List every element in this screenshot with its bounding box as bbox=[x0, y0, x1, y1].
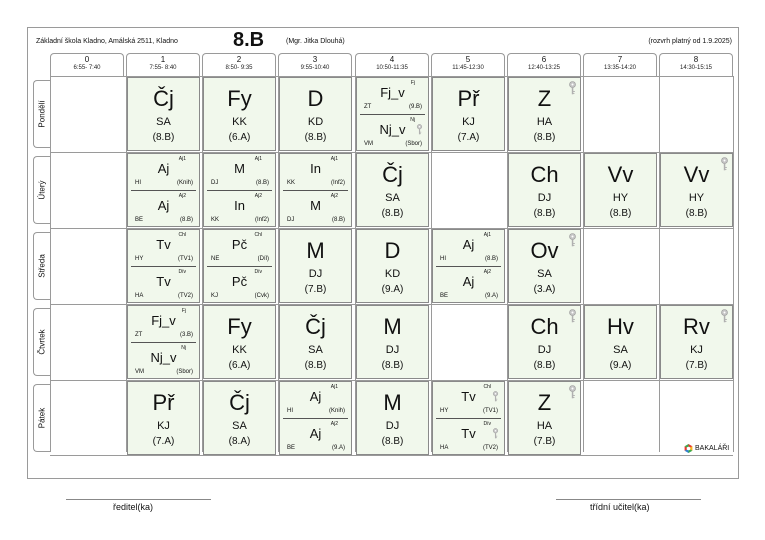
teacher: SA bbox=[385, 192, 400, 204]
lesson-group bbox=[433, 382, 504, 418]
day-header-4 bbox=[33, 384, 50, 452]
lesson-cell[interactable] bbox=[584, 153, 657, 227]
room: (8.B) bbox=[685, 208, 708, 219]
subject: Pč bbox=[231, 237, 248, 252]
lesson-cell[interactable] bbox=[356, 153, 429, 227]
key-icon bbox=[568, 81, 577, 95]
room: (8.A) bbox=[228, 436, 251, 447]
group-label: Aj1 bbox=[178, 156, 186, 162]
teacher: KJ bbox=[211, 293, 219, 299]
teacher: BE bbox=[287, 445, 296, 451]
lesson-cell[interactable] bbox=[279, 381, 352, 455]
lesson-group bbox=[128, 191, 199, 227]
day-header-2 bbox=[33, 232, 50, 300]
teacher: HA bbox=[135, 293, 144, 299]
signature-line-left bbox=[66, 499, 211, 500]
period-time: 14:30-15:15 bbox=[679, 65, 713, 71]
teacher: KK bbox=[211, 217, 220, 223]
grid-line bbox=[659, 76, 660, 452]
group-label: Aj2 bbox=[178, 193, 186, 199]
period-header-7 bbox=[583, 53, 657, 76]
lesson-cell[interactable] bbox=[660, 305, 733, 379]
day-header-0 bbox=[33, 80, 50, 148]
period-time: 10:50-11:35 bbox=[376, 65, 408, 71]
teacher: ZT bbox=[364, 104, 372, 110]
room: (9.A) bbox=[609, 360, 632, 371]
lesson-group bbox=[128, 343, 199, 379]
subject: Hv bbox=[607, 314, 634, 339]
lesson-cell[interactable] bbox=[508, 229, 581, 303]
group-label: Nj bbox=[181, 345, 186, 351]
lesson-cell[interactable] bbox=[203, 305, 276, 379]
lesson-cell[interactable] bbox=[356, 229, 429, 303]
subject: M bbox=[306, 238, 325, 263]
teacher: HA bbox=[440, 445, 449, 451]
day-label: Pátek bbox=[37, 407, 47, 429]
lesson-cell[interactable] bbox=[508, 153, 581, 227]
subject: Ch bbox=[530, 162, 559, 187]
lesson-cell[interactable] bbox=[279, 77, 352, 151]
room: (8.B) bbox=[533, 132, 556, 143]
group-label: Aj1 bbox=[330, 384, 338, 390]
room: (8.B) bbox=[304, 360, 327, 371]
lesson-group bbox=[204, 230, 275, 266]
room: (8.B) bbox=[484, 256, 498, 262]
period-number: 2 bbox=[236, 55, 242, 64]
lesson-cell[interactable] bbox=[508, 381, 581, 455]
subject: Aj bbox=[309, 389, 322, 404]
lesson-cell[interactable] bbox=[127, 381, 200, 455]
group-divider bbox=[207, 266, 272, 267]
period-time: 8:50- 9:35 bbox=[225, 65, 253, 71]
grid-line bbox=[583, 76, 584, 452]
room: (8.B) bbox=[381, 208, 404, 219]
lesson-group bbox=[280, 191, 351, 227]
subject: In bbox=[234, 198, 245, 213]
room: (9.A) bbox=[381, 284, 404, 295]
lesson-cell[interactable] bbox=[279, 153, 352, 227]
period-number: 4 bbox=[389, 55, 395, 64]
subject: Fj_v bbox=[380, 85, 405, 100]
lesson-cell[interactable] bbox=[660, 153, 733, 227]
key-icon bbox=[720, 309, 729, 323]
group-divider bbox=[283, 190, 348, 191]
key-icon bbox=[568, 309, 577, 323]
group-label: Aj2 bbox=[330, 421, 338, 427]
lesson-cell[interactable] bbox=[356, 77, 429, 151]
room: (7.B) bbox=[533, 436, 556, 447]
lesson-group bbox=[280, 382, 351, 418]
room: (8.B) bbox=[609, 208, 632, 219]
subject: Čj bbox=[382, 162, 403, 187]
teacher: HI bbox=[287, 408, 293, 414]
teacher: KJ bbox=[157, 420, 170, 432]
room: (9.B) bbox=[408, 104, 422, 110]
room: (Inf2) bbox=[254, 217, 269, 223]
subject: In bbox=[310, 161, 321, 176]
lesson-cell[interactable] bbox=[203, 381, 276, 455]
room: (Knih) bbox=[328, 408, 345, 414]
lesson-group bbox=[204, 267, 275, 303]
key-icon bbox=[568, 385, 577, 399]
day-label: Čtvrtek bbox=[37, 329, 47, 355]
room: (7.B) bbox=[685, 360, 708, 371]
room: (8.B) bbox=[533, 208, 556, 219]
period-header-3 bbox=[278, 53, 352, 76]
subject: Fj_v bbox=[151, 313, 176, 328]
teacher: HY bbox=[440, 408, 449, 414]
group-label: Aj2 bbox=[483, 269, 491, 275]
teacher: DJ bbox=[211, 180, 219, 186]
subject: Ch bbox=[530, 314, 559, 339]
group-divider bbox=[131, 190, 196, 191]
subject: Aj bbox=[157, 198, 170, 213]
room: (8.B) bbox=[381, 360, 404, 371]
room: (Díl) bbox=[257, 256, 269, 262]
subject: Aj bbox=[462, 274, 475, 289]
lesson-cell[interactable] bbox=[279, 305, 352, 379]
key-icon bbox=[416, 122, 423, 133]
group-label: Aj1 bbox=[330, 156, 338, 162]
grid-line bbox=[50, 455, 733, 456]
lesson-cell[interactable] bbox=[356, 381, 429, 455]
period-time: 9:55-10:40 bbox=[300, 65, 330, 71]
room: (8.B) bbox=[381, 436, 404, 447]
room: (TV1) bbox=[178, 256, 193, 262]
lesson-group bbox=[433, 230, 504, 266]
lesson-group bbox=[128, 230, 199, 266]
room: (TV2) bbox=[178, 293, 193, 299]
period-time: 11:45-12:30 bbox=[452, 65, 484, 71]
lesson-cell[interactable] bbox=[279, 229, 352, 303]
period-time: 7:55- 8:40 bbox=[149, 65, 177, 71]
teacher: KD bbox=[307, 116, 324, 128]
lesson-cell[interactable] bbox=[508, 305, 581, 379]
lesson-cell[interactable] bbox=[584, 305, 657, 379]
room: (Cvk) bbox=[254, 293, 269, 299]
period-number: 3 bbox=[312, 55, 318, 64]
teacher: KK bbox=[232, 344, 247, 356]
bakalari-logo-icon bbox=[684, 444, 693, 453]
lesson-cell[interactable] bbox=[432, 77, 505, 151]
subject: D bbox=[307, 86, 324, 111]
teacher: DJ bbox=[537, 344, 552, 356]
room: (6.A) bbox=[228, 360, 251, 371]
group-label: Dív bbox=[483, 421, 491, 427]
subject: Fy bbox=[227, 86, 252, 111]
teacher: HY bbox=[688, 192, 705, 204]
subject: Vv bbox=[607, 162, 634, 187]
lesson-cell[interactable] bbox=[127, 153, 200, 227]
group-divider bbox=[131, 342, 196, 343]
lesson-group bbox=[204, 191, 275, 227]
valid-from: (rozvrh platný od 1.9.2025) bbox=[648, 38, 732, 45]
signature-label-right: třídní učitel(ka) bbox=[590, 502, 650, 512]
grid-line bbox=[50, 76, 51, 452]
lesson-group bbox=[204, 154, 275, 190]
group-label: Fj bbox=[181, 308, 186, 314]
period-number: 8 bbox=[693, 55, 699, 64]
period-time: 13:35-14:20 bbox=[603, 65, 637, 71]
period-header-2 bbox=[202, 53, 276, 76]
period-time: 12:40-13:25 bbox=[527, 65, 561, 71]
day-label: Úterý bbox=[37, 180, 47, 200]
subject: Tv bbox=[156, 274, 171, 289]
group-label: Dív bbox=[178, 269, 186, 275]
teacher: SA bbox=[537, 268, 552, 280]
teacher: KJ bbox=[462, 116, 475, 128]
lesson-group bbox=[357, 78, 428, 114]
group-label: Aj2 bbox=[330, 193, 338, 199]
lesson-group bbox=[357, 115, 428, 151]
teacher: HY bbox=[612, 192, 629, 204]
group-divider bbox=[360, 114, 425, 115]
subject: Tv bbox=[461, 426, 476, 441]
period-number: 0 bbox=[84, 55, 90, 64]
group-divider bbox=[436, 266, 501, 267]
lesson-cell[interactable] bbox=[203, 77, 276, 151]
teacher: BE bbox=[440, 293, 449, 299]
room: (7.A) bbox=[457, 132, 480, 143]
class-name: 8.B bbox=[233, 29, 265, 51]
class-teacher: (Mgr. Jitka Dlouhá) bbox=[286, 38, 345, 45]
subject: M bbox=[383, 390, 402, 415]
group-label: Dív bbox=[254, 269, 262, 275]
group-divider bbox=[207, 190, 272, 191]
group-label: Chl bbox=[254, 232, 262, 238]
signature-label-left: ředitel(ka) bbox=[113, 502, 154, 512]
room: (Knih) bbox=[176, 180, 193, 186]
group-divider bbox=[131, 266, 196, 267]
lesson-group bbox=[433, 267, 504, 303]
period-header-1 bbox=[126, 53, 200, 76]
group-divider bbox=[436, 418, 501, 419]
lesson-cell[interactable] bbox=[432, 229, 505, 303]
teacher: HI bbox=[440, 256, 446, 262]
subject: Z bbox=[537, 390, 552, 415]
teacher: DJ bbox=[385, 344, 400, 356]
room: (3.A) bbox=[533, 284, 556, 295]
teacher: HI bbox=[135, 180, 141, 186]
grid-line bbox=[733, 76, 734, 452]
subject: Aj bbox=[157, 161, 170, 176]
group-label: Aj1 bbox=[483, 232, 491, 238]
subject: Př bbox=[457, 86, 480, 111]
teacher: BE bbox=[135, 217, 144, 223]
period-number: 6 bbox=[541, 55, 547, 64]
day-header-1 bbox=[33, 156, 50, 224]
period-header-0 bbox=[50, 53, 124, 76]
teacher: KK bbox=[287, 180, 296, 186]
logo-text: BAKALÁŘI bbox=[695, 445, 730, 452]
room: (9.A) bbox=[331, 445, 345, 451]
room: (6.A) bbox=[228, 132, 251, 143]
day-label: Středa bbox=[37, 254, 47, 278]
subject: Aj bbox=[309, 426, 322, 441]
period-number: 1 bbox=[160, 55, 166, 64]
lesson-cell[interactable] bbox=[127, 305, 200, 379]
group-label: Fj bbox=[410, 80, 415, 86]
subject: Aj bbox=[462, 237, 475, 252]
period-number: 5 bbox=[465, 55, 471, 64]
period-time: 6:55- 7:40 bbox=[73, 65, 101, 71]
subject: Tv bbox=[461, 389, 476, 404]
subject: Pč bbox=[231, 274, 248, 289]
room: (7.B) bbox=[304, 284, 327, 295]
key-icon bbox=[568, 233, 577, 247]
school-name: Základní škola Kladno, Amálská 2511, Kladno bbox=[36, 38, 178, 45]
day-header-3 bbox=[33, 308, 50, 376]
teacher: KK bbox=[232, 116, 247, 128]
subject: Ov bbox=[530, 238, 559, 263]
room: (Sbor) bbox=[176, 369, 193, 375]
room: (7.A) bbox=[152, 436, 175, 447]
bakalari-logo bbox=[684, 444, 729, 453]
signature-line-right bbox=[556, 499, 701, 500]
teacher: HA bbox=[536, 420, 553, 432]
room: (Sbor) bbox=[405, 141, 422, 147]
subject: Nj_v bbox=[379, 122, 406, 137]
subject: Čj bbox=[229, 390, 250, 415]
teacher: SA bbox=[613, 344, 628, 356]
period-header-6 bbox=[507, 53, 581, 76]
subject: M bbox=[310, 198, 321, 213]
teacher: HA bbox=[536, 116, 553, 128]
lesson-group bbox=[128, 306, 199, 342]
teacher: KJ bbox=[690, 344, 703, 356]
room: (9.A) bbox=[484, 293, 498, 299]
teacher: SA bbox=[308, 344, 323, 356]
subject: Rv bbox=[683, 314, 710, 339]
subject: Př bbox=[152, 390, 175, 415]
lesson-group bbox=[128, 154, 199, 190]
group-divider bbox=[283, 418, 348, 419]
lesson-cell[interactable] bbox=[203, 229, 276, 303]
teacher: VM bbox=[364, 141, 373, 147]
teacher: VM bbox=[135, 369, 144, 375]
group-label: Chl bbox=[483, 384, 491, 390]
subject: Fy bbox=[227, 314, 252, 339]
room: (8.B) bbox=[304, 132, 327, 143]
room: (TV1) bbox=[483, 408, 498, 414]
key-icon bbox=[492, 426, 499, 437]
subject: D bbox=[384, 238, 401, 263]
lesson-group bbox=[433, 419, 504, 455]
lesson-cell[interactable] bbox=[508, 77, 581, 151]
period-header-8 bbox=[659, 53, 733, 76]
room: (TV2) bbox=[483, 445, 498, 451]
subject: M bbox=[234, 161, 245, 176]
teacher: KD bbox=[384, 268, 401, 280]
teacher: HY bbox=[135, 256, 144, 262]
subject: M bbox=[383, 314, 402, 339]
room: (3.B) bbox=[179, 332, 193, 338]
lesson-group bbox=[128, 267, 199, 303]
subject: Nj_v bbox=[150, 350, 177, 365]
teacher: DJ bbox=[287, 217, 295, 223]
teacher: SA bbox=[156, 116, 171, 128]
period-header-5 bbox=[431, 53, 505, 76]
teacher: DJ bbox=[537, 192, 552, 204]
subject: Tv bbox=[156, 237, 171, 252]
subject: Čj bbox=[153, 86, 174, 111]
subject: Čj bbox=[305, 314, 326, 339]
lesson-cell[interactable] bbox=[432, 381, 505, 455]
key-icon bbox=[720, 157, 729, 171]
lesson-cell[interactable] bbox=[356, 305, 429, 379]
group-label: Aj2 bbox=[254, 193, 262, 199]
teacher: DJ bbox=[308, 268, 323, 280]
teacher: SA bbox=[232, 420, 247, 432]
period-header-4 bbox=[355, 53, 429, 76]
period-number: 7 bbox=[617, 55, 623, 64]
group-label: Chl bbox=[178, 232, 186, 238]
group-label: Aj1 bbox=[254, 156, 262, 162]
lesson-cell[interactable] bbox=[127, 77, 200, 151]
lesson-group bbox=[280, 154, 351, 190]
lesson-cell[interactable] bbox=[127, 229, 200, 303]
group-label: Nj bbox=[410, 117, 415, 123]
lesson-group bbox=[280, 419, 351, 455]
key-icon bbox=[492, 389, 499, 400]
subject: Z bbox=[537, 86, 552, 111]
room: (8.B) bbox=[533, 360, 556, 371]
day-label: Pondělí bbox=[37, 100, 47, 128]
teacher: DJ bbox=[385, 420, 400, 432]
room: (8.B) bbox=[179, 217, 193, 223]
room: (8.B) bbox=[331, 217, 345, 223]
lesson-cell[interactable] bbox=[203, 153, 276, 227]
teacher: NE bbox=[211, 256, 220, 262]
room: (8.B) bbox=[152, 132, 175, 143]
room: (Inf2) bbox=[330, 180, 345, 186]
subject: Vv bbox=[683, 162, 710, 187]
room: (8.B) bbox=[255, 180, 269, 186]
teacher: ZT bbox=[135, 332, 143, 338]
